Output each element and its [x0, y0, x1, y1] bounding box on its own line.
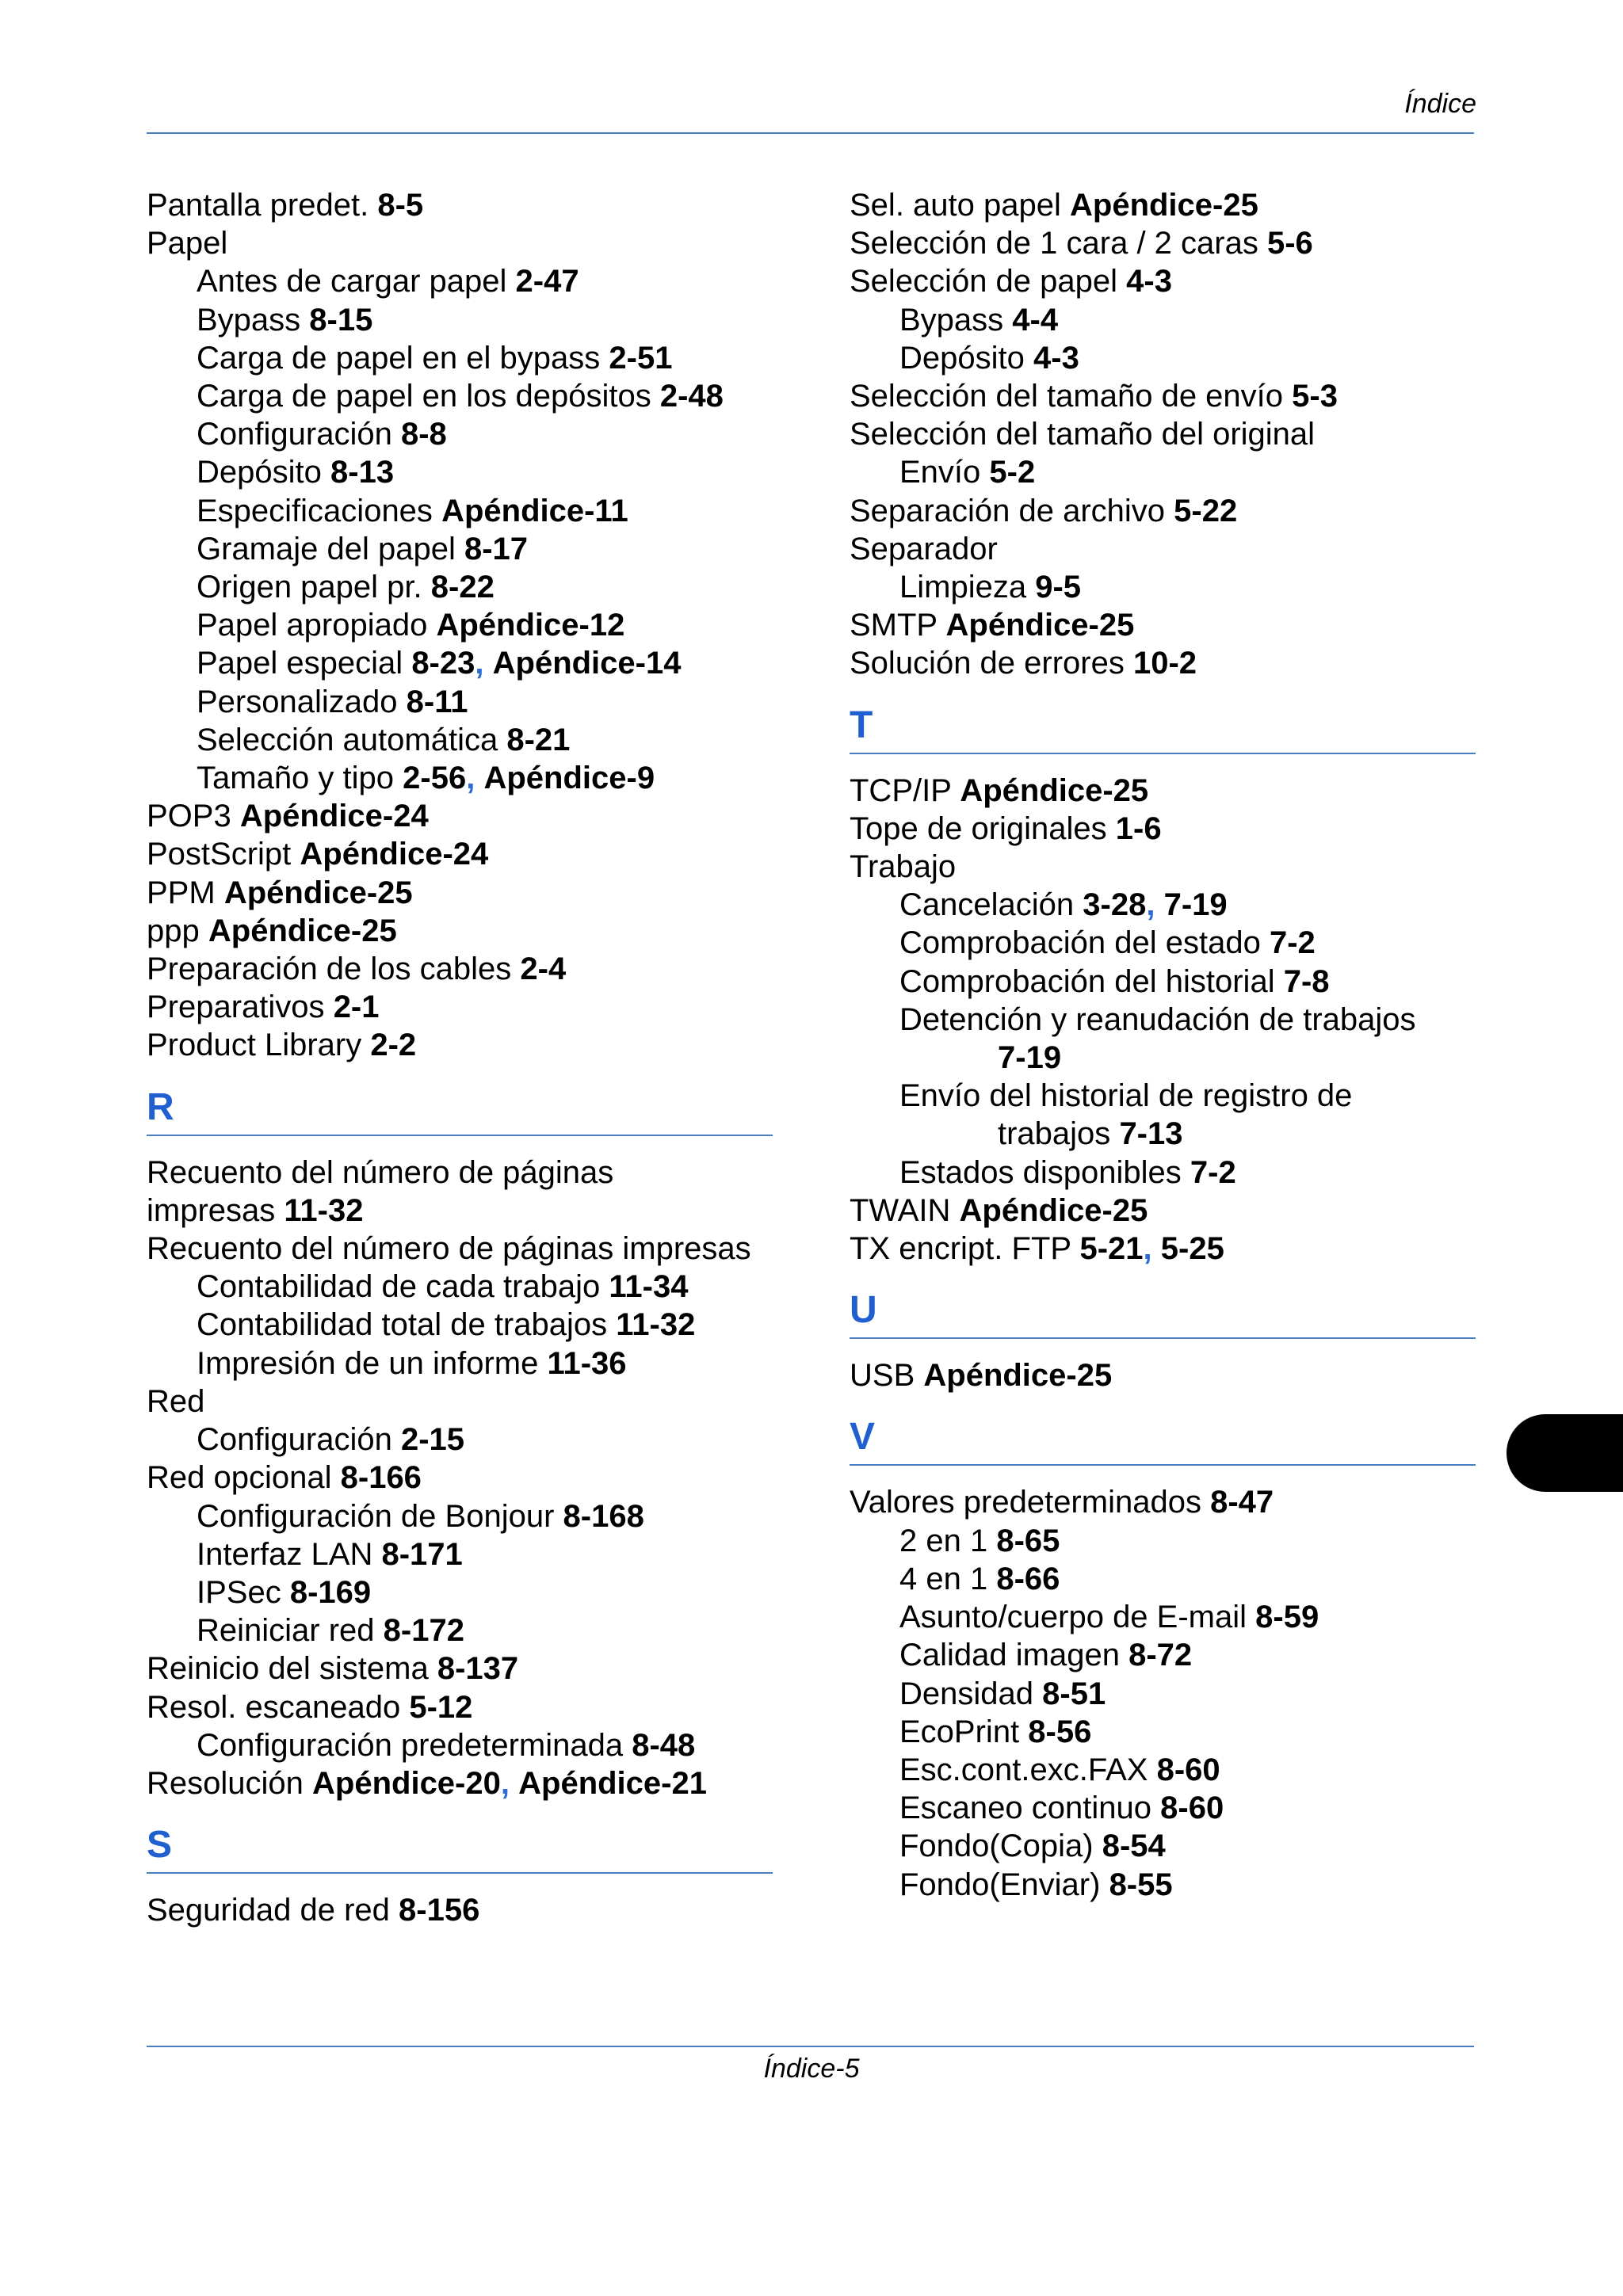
index-subentry: Antes de cargar papel 2-47	[197, 264, 579, 299]
index-subentry: Carga de papel en los depósitos 2-48	[197, 379, 724, 414]
index-entry: Red opcional 8-166	[147, 1460, 422, 1496]
index-entry: Seguridad de red 8-156	[147, 1893, 480, 1928]
index-subentry: Contabilidad de cada trabajo 11-34	[197, 1269, 689, 1305]
index-entry: Valores predeterminados 8-47	[850, 1485, 1274, 1520]
seleccion-papel-subentries	[850, 301, 1476, 377]
index-entry: Preparativos 2-1	[147, 990, 380, 1025]
footer-rule	[147, 2046, 1474, 2047]
index-subentry: Gramaje del papel 8-17	[197, 531, 529, 566]
index-entry: POP3 Apéndice-24	[147, 799, 429, 834]
index-subentry: Configuración de Bonjour 8-168	[197, 1498, 644, 1534]
index-entry: TWAIN Apéndice-25	[850, 1192, 1148, 1228]
index-subentry: Origen papel pr. 8-22	[197, 570, 495, 605]
index-subentry-continued: trabajos 7-13	[998, 1116, 1183, 1152]
index-entry: TCP/IP Apéndice-25	[850, 772, 1149, 808]
index-subentry: Depósito 8-13	[197, 455, 395, 490]
index-subentry: Bypass 4-4	[899, 302, 1059, 338]
index-entry: Pantalla predet. 8-5	[147, 188, 424, 223]
index-entry: Separación de archivo 5-22	[850, 493, 1238, 528]
index-entry: Sel. auto papel Apéndice-25	[850, 188, 1258, 223]
chapter-thumb-tab	[1507, 1414, 1623, 1492]
index-entry: ppp Apéndice-25	[147, 913, 397, 948]
index-entry: Trabajo	[850, 849, 957, 885]
index-subentry-page-ref: 7-19	[998, 1040, 1062, 1076]
index-subentry: Especificaciones Apéndice-11	[197, 493, 628, 528]
index-entry: USB Apéndice-25	[850, 1358, 1113, 1394]
index-subentry: Papel apropiado Apéndice-12	[197, 608, 625, 643]
letter-heading-s: S	[147, 1823, 773, 1874]
index-entry: Reinicio del sistema 8-137	[147, 1651, 519, 1687]
index-subentry: Densidad 8-51	[899, 1676, 1106, 1711]
letter-heading-r: R	[147, 1085, 773, 1136]
index-subentry: Comprobación del historial 7-8	[899, 963, 1330, 999]
index-subentry: Interfaz LAN 8-171	[197, 1536, 463, 1572]
index-subentry: Reiniciar red 8-172	[197, 1613, 464, 1649]
index-entry: Selección de papel 4-3	[850, 264, 1172, 299]
index-subentry: Tamaño y tipo 2-56, Apéndice-9	[197, 761, 655, 796]
index-entry: TX encript. FTP 5-21, 5-25	[850, 1231, 1224, 1267]
index-subentry: Configuración predeterminada 8-48	[197, 1727, 696, 1763]
recuento-subentries	[147, 1268, 773, 1383]
index-subentry: Carga de papel en el bypass 2-51	[197, 340, 673, 376]
index-subentry: Selección automática 8-21	[197, 722, 571, 757]
index-subentry: Envío 5-2	[899, 455, 1036, 490]
index-entry: Resolución Apéndice-20, Apéndice-21	[147, 1765, 707, 1801]
index-subentry: Bypass 8-15	[197, 302, 373, 338]
index-entry-continued: impresas 11-32	[147, 1192, 364, 1228]
letter-heading-u: U	[850, 1288, 1476, 1339]
index-subentry: Esc.cont.exc.FAX 8-60	[899, 1752, 1220, 1787]
index-entry: Resol. escaneado 5-12	[147, 1689, 473, 1725]
index-subentry: IPSec 8-169	[197, 1574, 372, 1610]
index-entry: Product Library 2-2	[147, 1028, 417, 1063]
index-entry: Selección del tamaño del original	[850, 417, 1316, 452]
index-subentry: 2 en 1 8-65	[899, 1523, 1060, 1558]
index-entry: PPM Apéndice-25	[147, 875, 413, 910]
p-entries	[147, 797, 773, 1064]
valores-subentries	[850, 1522, 1476, 1904]
index-subentry: Calidad imagen 8-72	[899, 1638, 1193, 1673]
index-subentry: Limpieza 9-5	[899, 570, 1082, 605]
index-subentry: Fondo(Enviar) 8-55	[899, 1867, 1173, 1902]
index-subentry: Configuración 2-15	[197, 1422, 465, 1458]
index-subentry: Escaneo continuo 8-60	[899, 1791, 1224, 1826]
index-subentry: Comprobación del estado 7-2	[899, 925, 1316, 961]
index-column-right	[850, 186, 1476, 1904]
index-entry: Recuento del número de páginas	[147, 1154, 614, 1190]
index-entry: Selección del tamaño de envío 5-3	[850, 379, 1338, 414]
index-subentry: Estados disponibles 7-2	[899, 1154, 1236, 1190]
s-entries	[147, 1891, 773, 1929]
index-subentry: Configuración 8-8	[197, 417, 447, 452]
index-entry: PostScript Apéndice-24	[147, 837, 489, 872]
index-subentry: Impresión de un informe 11-36	[197, 1345, 627, 1381]
header-rule	[147, 132, 1474, 134]
separador-subentries	[850, 568, 1476, 606]
seleccion-original-subentries	[850, 453, 1476, 491]
resol-subentries	[147, 1726, 773, 1764]
index-subentry: Personalizado 8-11	[197, 684, 468, 719]
index-subentry: 4 en 1 8-66	[899, 1561, 1060, 1596]
index-subentry: EcoPrint 8-56	[899, 1714, 1092, 1749]
index-entry: Papel	[147, 226, 228, 261]
papel-subentries	[147, 262, 773, 797]
running-head: Índice	[1404, 89, 1476, 119]
index-entry: Tope de originales 1-6	[850, 810, 1162, 846]
index-entry: Selección de 1 cara / 2 caras 5-6	[850, 226, 1313, 261]
index-entry: Red	[147, 1383, 205, 1419]
page-number: Índice-5	[763, 2054, 860, 2084]
index-subentry: Papel especial 8-23, Apéndice-14	[197, 646, 682, 681]
index-subentry: Asunto/cuerpo de E-mail 8-59	[899, 1600, 1319, 1635]
red-subentries	[147, 1421, 773, 1459]
index-subentry: Fondo(Copia) 8-54	[899, 1829, 1166, 1864]
letter-heading-v: V	[850, 1415, 1476, 1466]
index-subentry: Depósito 4-3	[899, 340, 1079, 376]
index-entry: Recuento del número de páginas impresas	[147, 1231, 751, 1267]
red-opcional-subentries	[147, 1497, 773, 1650]
u-entries	[850, 1356, 1476, 1394]
index-entry: Solución de errores 10-2	[850, 646, 1197, 681]
index-subentry: Cancelación 3-28, 7-19	[899, 887, 1228, 923]
index-subentry: Contabilidad total de trabajos 11-32	[197, 1307, 696, 1343]
index-subentry: Detención y reanudación de trabajos	[899, 1001, 1416, 1037]
index-column-left	[147, 186, 773, 1929]
index-entry: SMTP Apéndice-25	[850, 608, 1135, 643]
index-entry: Preparación de los cables 2-4	[147, 952, 567, 987]
index-subentry: Envío del historial de registro de	[899, 1078, 1353, 1114]
letter-heading-t: T	[850, 704, 1476, 754]
index-entry: Separador	[850, 531, 998, 566]
